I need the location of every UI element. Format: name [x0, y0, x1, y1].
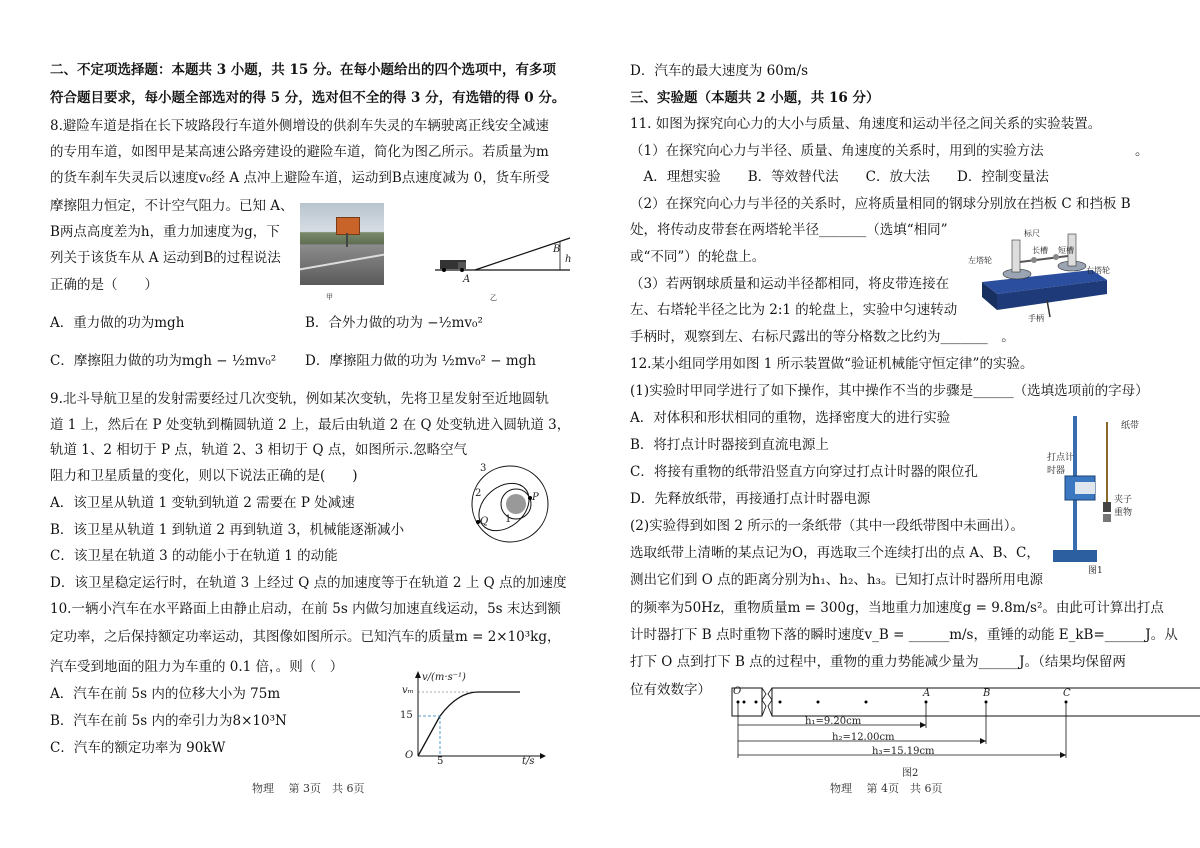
label-zuotalun: 左塔轮: [968, 256, 992, 265]
q10-text-line: 定功率，之后保持额定功率运动，其图像如图所示。已知汽车的质量m = 2×10³kg，: [50, 629, 561, 645]
fig2-caption: 图2: [902, 768, 919, 779]
orbit-label-1: 1: [505, 514, 512, 525]
graph-x-axis-label: t/s: [522, 756, 535, 767]
graph-tick-5: 5: [437, 756, 444, 767]
page-footer: 物理 第 3页 共 6页: [252, 782, 365, 795]
q10-text-line: 汽车受到地面的阻力为车重的 0.1 倍，。则（ ）: [50, 659, 344, 675]
q8-text-line: 的货车刹车失灵后以速度v₀经 A 点冲上避险车道，运动到B点速度减为 0，货车所受: [50, 170, 550, 186]
q12-text-line: 的频率为50Hz，重物质量m = 300g，当地重力加速度g = 9.8m/s²。由此可计算出打点: [630, 600, 1164, 616]
orbit-diagram: [464, 462, 554, 547]
q12-option-b: B．将打点计时器接到直流电源上: [630, 437, 829, 453]
q8-text-line: 列关于该货车从 A 运动到B的过程说法: [50, 250, 281, 266]
paper-tape-diagram: [728, 680, 1200, 772]
tape-h1: h₁=9.20cm: [805, 716, 862, 727]
q12-text-line: 选取纸带上清晰的某点记为O，再选取三个连续打出的点 A、B、C，: [630, 545, 1040, 561]
q10-option-b: B．汽车在前 5s 内的牵引力为8×10³N: [50, 713, 287, 729]
tape-h3: h₃=15.19cm: [872, 746, 935, 757]
section-2-heading-line2: 符合题目要求，每小题全部选对的得 5 分，选对但不全的得 3 分，有选错的得 0 分。: [50, 90, 566, 106]
q8-option-a: A．重力做的功为mgh: [50, 315, 185, 331]
label-weight: 夹子 重物: [1114, 495, 1133, 518]
orbit-label-2: 2: [475, 488, 482, 499]
diagram-caption: 乙: [490, 294, 497, 302]
q10-option-d: D．汽车的最大速度为 60m/s: [630, 63, 809, 79]
q11-text-line: （3）若两钢球质量和运动半径都相同，将皮带连接在: [630, 276, 950, 292]
q8-option-d: D．摩擦阻力做的功为 ½mv₀² − mgh: [305, 353, 536, 369]
q12-text-line: (1)实验时甲同学进行了如下操作，其中操作不当的步骤是______（选填选项前的字母）: [630, 383, 1149, 399]
q12-option-a: A．对体积和形状相同的重物，选择密度大的进行实验: [630, 410, 951, 426]
right-page: [600, 0, 1200, 848]
graph-tick-15: 15: [400, 710, 413, 721]
q11-text-line: 处，将传动皮带套在两塔轮半径_______（选填“相同”: [630, 222, 948, 238]
orbit-label-3: 3: [480, 463, 487, 474]
q11-period: 。: [1135, 143, 1149, 159]
q9-option-d: D．该卫星稳定运行时，在轨道 3 上经过 Q 点的加速度等于在轨道 2 上 Q 点的加速度: [50, 575, 567, 591]
q8-option-c: C．摩擦阻力做的功为mgh − ½mv₀²: [50, 353, 277, 369]
q9-option-a: A．该卫星从轨道 1 变轨到轨道 2 需要在 P 处减速: [50, 495, 355, 511]
label-tape: 纸带: [1121, 421, 1140, 431]
q12-text-line: 打下 O 点到打下 B 点的过程中，重物的重力势能减少量为______J。（结果均保留两: [630, 654, 1126, 670]
label-b: B: [553, 244, 561, 255]
q9-text-line: 道 1 上，然后在 P 处变轨到椭圆轨道 2 上，最后由轨道 2 在 Q 处变轨进入圆轨道 3，: [50, 417, 571, 433]
label-h: h: [565, 254, 572, 265]
section-2-heading-line1: 二、不定项选择题：本题共 3 小题，共 15 分。在每小题给出的四个选项中，有多项: [50, 62, 556, 78]
q12-text-line: (2)实验得到如图 2 所示的一条纸带（其中一段纸带图中未画出）。: [630, 518, 1025, 534]
q9-text-line: 9.北斗导航卫星的发射需要经过几次变轨，例如某次变轨，先将卫星发射至近地圆轨: [50, 391, 549, 407]
q11-text-line: 手柄时，观察到左、右标尺露出的等分格数之比约为_______ 。: [630, 329, 1015, 345]
graph-y-axis-label: v/(m·s⁻¹): [422, 672, 466, 683]
q8-text-line: 的专用车道，如图甲是某高速公路旁建设的避险车道，简化为图乙所示。若质量为m: [50, 144, 549, 160]
tape-h2: h₂=12.00cm: [832, 732, 895, 743]
label-shoubing: 手柄: [1028, 314, 1044, 323]
label-changcao: 长槽: [1032, 246, 1048, 255]
graph-origin: O: [405, 750, 414, 761]
q10-option-c: C．汽车的额定功率为 90kW: [50, 740, 226, 756]
q12-text-line: 计时器打下 B 点时重物下落的瞬时速度v_B = ______m/s，重锤的动能 E_kB=______J。从: [630, 627, 1178, 643]
q12-text-line: 位有效数字）: [630, 682, 711, 698]
q8-text-line: 8.避险车道是指在长下坡路段行车道外侧增设的供刹车失灵的车辆驶离正线安全减速: [50, 118, 549, 134]
q10-text-line: 10.一辆小汽车在水平路面上由静止启动，在前 5s 内做匀加速直线运动，5s 末达到额: [50, 601, 561, 617]
label-a: A: [463, 274, 471, 285]
page-footer: 物理 第 4页 共 6页: [830, 782, 943, 795]
q12-option-c: C．将接有重物的纸带沿竖直方向穿过打点计时器的限位孔: [630, 464, 978, 480]
q8-option-b: B．合外力做的功为 −½mv₀²: [305, 315, 483, 331]
q11-text-line: （2）在探究向心力与半径的关系时，应将质量相同的钢球分别放在挡板 C 和挡板 B: [630, 196, 1131, 212]
incline-diagram: [430, 228, 580, 298]
q8-text-line: 正确的是（ ）: [50, 277, 158, 293]
q11-options: A．理想实验 B．等效替代法 C．放大法 D．控制变量法: [630, 169, 1049, 185]
q10-option-a: A．汽车在前 5s 内的位移大小为 75m: [50, 686, 281, 702]
label-biaochi: 标尺: [1024, 229, 1040, 238]
q11-text-line: 左、右塔轮半径之比为 2:1 的轮盘上，实验中匀速转动: [630, 302, 958, 318]
label-duancao: 短槽: [1058, 246, 1074, 255]
q12-option-d: D．先释放纸带，再接通打点计时器电源: [630, 491, 871, 507]
escape-lane-photo: [300, 203, 384, 285]
q9-option-c: C．该卫星在轨道 3 的动能小于在轨道 1 的动能: [50, 548, 338, 564]
tape-label-c: C: [1063, 688, 1071, 699]
tape-label-o: O: [733, 686, 742, 697]
q11-text-line: 或“不同”）的轮盘上。: [630, 249, 766, 265]
q11-text-line: 11. 如图为探究向心力的大小与质量、角速度和运动半径之间关系的实验装置。: [630, 116, 1102, 132]
q9-text-line: 阻力和卫星质量的变化，则以下说法正确的是( ): [50, 468, 358, 484]
tape-label-b: B: [983, 688, 991, 699]
q8-text-line: B两点高度差为h，重力加速度为g，下: [50, 224, 280, 240]
q12-text-line: 12.某小组同学用如图 1 所示装置做“验证机械能守恒定律”的实验。: [630, 356, 1034, 372]
orbit-label-p: P: [532, 492, 539, 503]
tape-label-a: A: [923, 688, 931, 699]
q11-text-line: （1）在探究向心力与半径、质量、角速度的关系时，用到的实验方法: [630, 143, 1044, 159]
graph-vm-label: vₘ: [402, 685, 414, 696]
fig1-caption: 图1: [1088, 566, 1103, 576]
q9-text-line: 轨道 1、2 相切于 P 点，轨道 2、3 相切于 Q 点，如图所示.忽略空气: [50, 442, 468, 458]
label-youtalun: 右塔轮: [1086, 266, 1110, 275]
section-3-heading: 三、实验题（本题共 2 小题，共 16 分）: [630, 90, 880, 106]
label-timer: 打点计 时器: [1047, 453, 1075, 476]
q8-text-line: 摩擦阻力恒定，不计空气阻力。已知 A、: [50, 198, 294, 214]
photo-caption: 甲: [326, 293, 333, 301]
q9-option-b: B．该卫星从轨道 1 到轨道 2 再到轨道 3，机械能逐渐减小: [50, 522, 405, 538]
orbit-label-q: Q: [480, 516, 489, 527]
q12-text-line: 测出它们到 O 点的距离分别为h₁、h₂、h₃。已知打点计时器所用电源: [630, 572, 1043, 588]
